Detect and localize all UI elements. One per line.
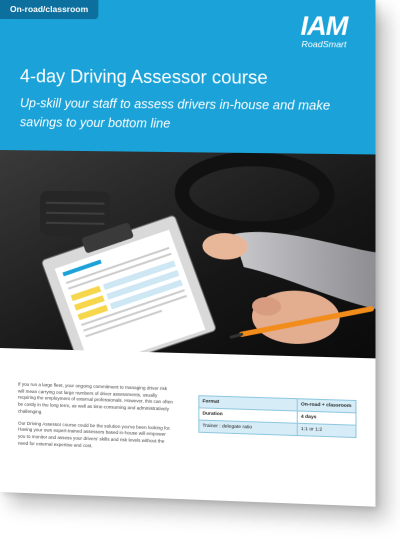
brochure-body xyxy=(0,348,375,507)
logo-mark: IAM xyxy=(300,10,348,42)
iam-roadsmart-logo xyxy=(287,12,360,49)
table-cell: On-road + classroom xyxy=(297,399,356,413)
logo-subtitle: RoadSmart xyxy=(301,38,347,50)
category-tag: On-road/classroom xyxy=(0,0,98,19)
table-cell: 1:1 or 1:2 xyxy=(297,423,356,437)
page-subtitle: Up-skill your staff to assess drivers in-house and make savings to your bottom line xyxy=(19,96,331,131)
photo-illustration xyxy=(0,150,375,358)
course-details-table xyxy=(198,395,356,438)
clipboard-driver-photo xyxy=(0,150,375,358)
table-cell: 4 days xyxy=(297,411,356,425)
page-title: 4-day Driving Assessor course xyxy=(19,66,268,88)
brochure-header xyxy=(0,0,375,154)
table-cell: Trainer : delegate ratio xyxy=(199,420,297,436)
table-cell: Duration xyxy=(199,408,297,423)
intro-paragraph-2: Our Driving Assessor course could be the solution you've been looking for. Having your own expert-trained assessors based in-house will empower you to monitor and assess your drivers' skills and risk levels without the need for external expertise and cost. xyxy=(17,420,171,448)
table-cell: Format xyxy=(199,396,297,411)
intro-copy xyxy=(18,382,174,458)
intro-paragraph-1: If you run a large fleet, your ongoing commitment to managing driver risk will mean carrying out large numbers of driver assessments, usually requiring the employment of external professionals. However, this can often be costly in the long term, as well as time-consuming and administratively challenging. xyxy=(17,381,173,415)
